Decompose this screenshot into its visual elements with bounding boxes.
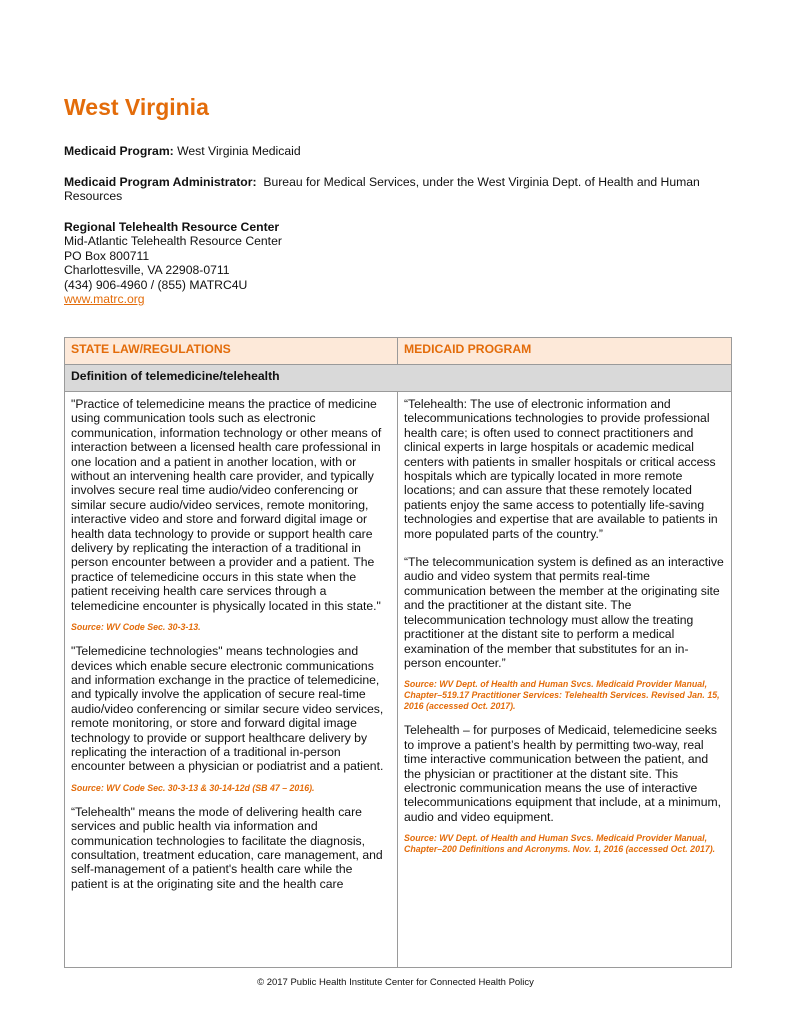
resource-center-link[interactable]: www.matrc.org — [64, 292, 145, 307]
medicaid-source: Source: WV Dept. of Health and Human Svcs. Medicaid Provider Manual, Chapter–200 Definitions and Acronyms. Nov. 1, 2016 (accessed Oct. 2017). — [404, 833, 716, 855]
resource-center-heading: Regional Telehealth Resource Center — [64, 220, 280, 234]
law-source: Source: WV Code Sec. 30-3-13. — [71, 622, 201, 633]
law-paragraph: “Telehealth" means the mode of delivering health care services and public health via information and communication technologies to facilitate the diagnosis, consultation, treatment education, care management, and self-management of a patient's health care while the patient is at the originating site and the health care — [71, 804, 383, 891]
resource-center-line: Mid-Atlantic Telehealth Resource Center — [64, 234, 282, 249]
table-row — [65, 392, 732, 968]
page-footer: © 2017 Public Health Institute Center for Connected Health Policy — [257, 977, 534, 988]
section-row — [65, 365, 732, 392]
resource-center-line: Charlottesville, VA 22908-0711 — [64, 263, 230, 278]
table-header-row — [65, 338, 732, 365]
medicaid-cell — [398, 392, 732, 968]
page-title: West Virginia — [64, 94, 209, 120]
state-law-cell — [65, 392, 398, 968]
medicaid-paragraph: “Telehealth: The use of electronic information and telecommunications technologies to provide professional health care; is often used to connect practitioners and clinical experts in large hospitals or academic medical centers with patients in smaller hospitals or critical access hospitals which are typically located in more remote locations; and can assure that these remotely located patients enjoy the same access to potentially life-saving technologies and expertise that are available to patients in more populated parts of the country.” — [404, 397, 718, 541]
medicaid-program-value: West Virginia Medicaid — [177, 144, 301, 158]
law-paragraph: "Telemedicine technologies" means technologies and devices which enable secure electronic communications and information exchange in the practice of telemedicine, and typically involve the application of secure real-time audio/video conferencing or similar secure video services, remote monitoring, or store and forward digital image technology to provide or support healthcare delivery by replicating the interaction of a traditional in-person encounter between a physician or podiatrist and a patient. — [71, 644, 384, 774]
header-state-law: STATE LAW/REGULATIONS — [65, 338, 398, 365]
resource-center-line: PO Box 800711 — [64, 248, 150, 263]
medicaid-source: Source: WV Dept. of Health and Human Svcs. Medicaid Provider Manual, Chapter–519.17 Practitioner Services: Telehealth Services. Revised Jan. 15, 2016 (accessed Oct. 2017). — [404, 679, 720, 712]
law-source: Source: WV Code Sec. 30-3-13 & 30-14-12d (SB 47 – 2016). — [71, 782, 315, 793]
administrator-value: Bureau for Medical Services, under the West Virginia Dept. of Health and Human Resources — [64, 175, 700, 204]
resource-center-line: (434) 906-4960 / (855) MATRC4U — [64, 277, 248, 292]
resource-center — [64, 220, 282, 306]
medicaid-program-label: Medicaid Program: — [64, 144, 174, 158]
medicaid-program — [64, 144, 301, 158]
law-paragraph: "Practice of telemedicine means the practice of medicine using communication tools such as electronic communication, information technology or other means of interaction between a licensed health care professional in one location and a patient in another location, with or without an intervening health care provider, and typically involves secure real time audio/video conferencing or similar secure audio/video services, remote monitoring, interactive video and store and forward digital image or health data technology to provide or support health care delivery by replicating the interaction of a traditional in person encounter between a provider and a patient. The practice of telemedicine occurs in this state when the patient receiving health care services through a telemedicine encounter is physically located in this state." — [71, 397, 382, 613]
administrator-label: Medicaid Program Administrator: — [64, 175, 257, 189]
section-title: Definition of telemedicine/telehealth — [65, 365, 732, 392]
medicaid-program-administrator — [64, 175, 714, 204]
header-medicaid-program: MEDICAID PROGRAM — [398, 338, 732, 365]
medicaid-paragraph: “The telecommunication system is defined as an interactive audio and video system that permits real-time communication between the member at the originating site and the practitioner at the distant site. The telecommunication technology must allow the treating practitioner at the distant site to perform a medical examination of the member that substitutes for an in-person encounter.” — [404, 555, 724, 670]
medicaid-paragraph: Telehealth – for purposes of Medicaid, telemedicine seeks to improve a patient’s health by permitting two-way, real time interactive communication between the patient, and the physician or practitioner at the distant site. This electronic communication means the use of interactive telecommunications equipment that include, at a minimum, audio and video equipment. — [404, 723, 722, 824]
telehealth-policy-table — [64, 337, 732, 968]
